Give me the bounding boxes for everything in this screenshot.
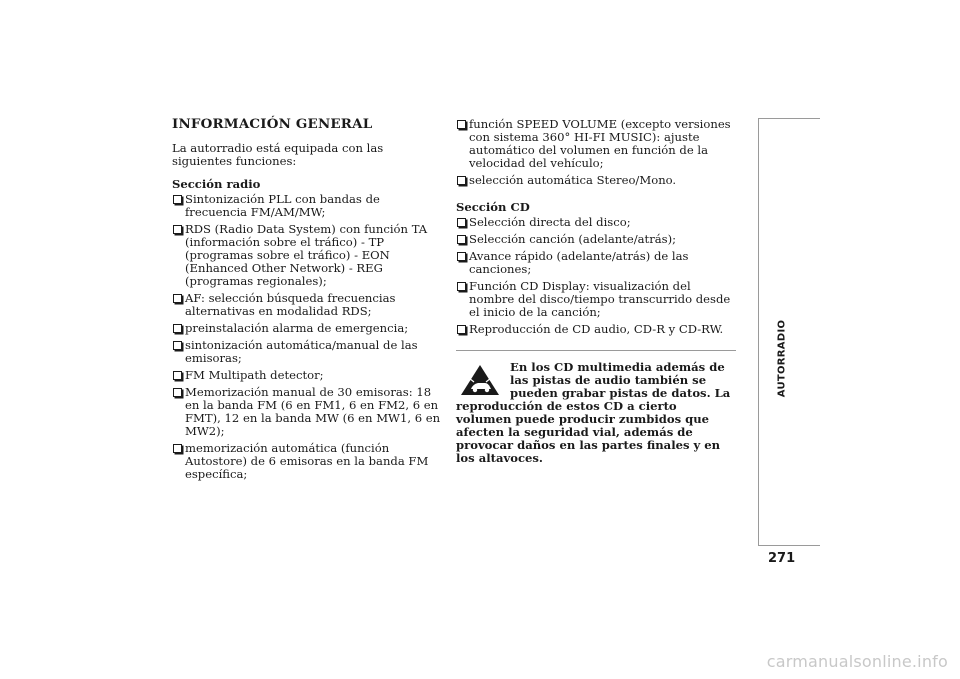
side-rule-top [758,118,820,119]
list-item: función SPEED VOLUME (excepto versiones con sistema 360° HI-FI MUSIC): ajuste automático del volumen en función de la velocidad del vehículo; [456,118,736,170]
page-number: 271 [768,551,796,566]
checkbox-bullet-icon [173,294,182,303]
list-item: AF: selección búsqueda frecuencias alternativas en modalidad RDS; [172,292,444,318]
list-item: FM Multipath detector; [172,369,444,382]
checkbox-bullet-icon [457,325,466,334]
section-divider [456,350,736,351]
checkbox-bullet-icon [173,388,182,397]
checkbox-bullet-icon [173,444,182,453]
checkbox-bullet-icon [457,176,466,185]
watermark: carmanualsonline.info [766,652,948,671]
checkbox-bullet-icon [457,218,466,227]
checkbox-bullet-icon [457,282,466,291]
checkbox-bullet-icon [173,225,182,234]
section-tab-label: AUTORRADIO [776,319,788,397]
list-item: Memorización manual de 30 emisoras: 18 en la banda FM (6 en FM1, 6 en FM2, 6 en FMT), 12 en la banda MW (6 en MW1, 6 en MW2); [172,386,444,438]
checkbox-bullet-icon [173,371,182,380]
cd-section-title: Sección CD [456,200,530,214]
list-item: memorización automática (función Autostore) de 6 emisoras en la banda FM específica; [172,442,444,481]
checkbox-bullet-icon [457,252,466,261]
checkbox-bullet-icon [173,195,182,204]
list-item: RDS (Radio Data System) con función TA (información sobre el tráfico) - TP (programas sobre el tráfico) - EON (Enhanced Other Network) - REG (programas regionales); [172,223,444,288]
list-item: Avance rápido (adelante/atrás) de las canciones; [456,250,736,276]
radio-feature-list-continued [456,118,736,187]
list-item: sintonización automática/manual de las emisoras; [172,339,444,365]
left-column [172,118,444,485]
list-item: Selección canción (adelante/atrás); [456,233,736,246]
right-column [456,118,736,465]
cd-feature-list [456,216,736,336]
warning-note [456,361,736,465]
list-item: preinstalación alarma de emergencia; [172,322,444,335]
list-item: Selección directa del disco; [456,216,736,229]
section-tab [762,318,802,398]
checkbox-bullet-icon [173,341,182,350]
radio-feature-list [172,193,444,481]
list-item: Sintonización PLL con bandas de frecuencia FM/AM/MW; [172,193,444,219]
page-heading: INFORMACIÓN GENERAL [172,116,373,132]
list-item: Reproducción de CD audio, CD-R y CD-RW. [456,323,736,336]
checkbox-bullet-icon [173,324,182,333]
checkbox-bullet-icon [457,120,466,129]
side-rule-vertical [758,118,759,545]
radio-section-title: Sección radio [172,177,261,191]
list-item: Función CD Display: visualización del nombre del disco/tiempo transcurrido desde el inicio de la canción; [456,280,736,319]
warning-text: En los CD multimedia además de las pistas de audio también se pueden grabar pistas de datos. La reproducción de estos CD a cierto volumen puede producir zumbidos que afecten la seguridad vial, además de provocar daños en las partes finales y en los altavoces. [456,360,731,465]
side-rule-bottom [758,545,820,546]
intro-text: La autorradio está equipada con las siguientes funciones: [172,141,384,168]
list-item: selección automática Stereo/Mono. [456,174,736,187]
warning-triangle-icon [460,364,500,396]
checkbox-bullet-icon [457,235,466,244]
